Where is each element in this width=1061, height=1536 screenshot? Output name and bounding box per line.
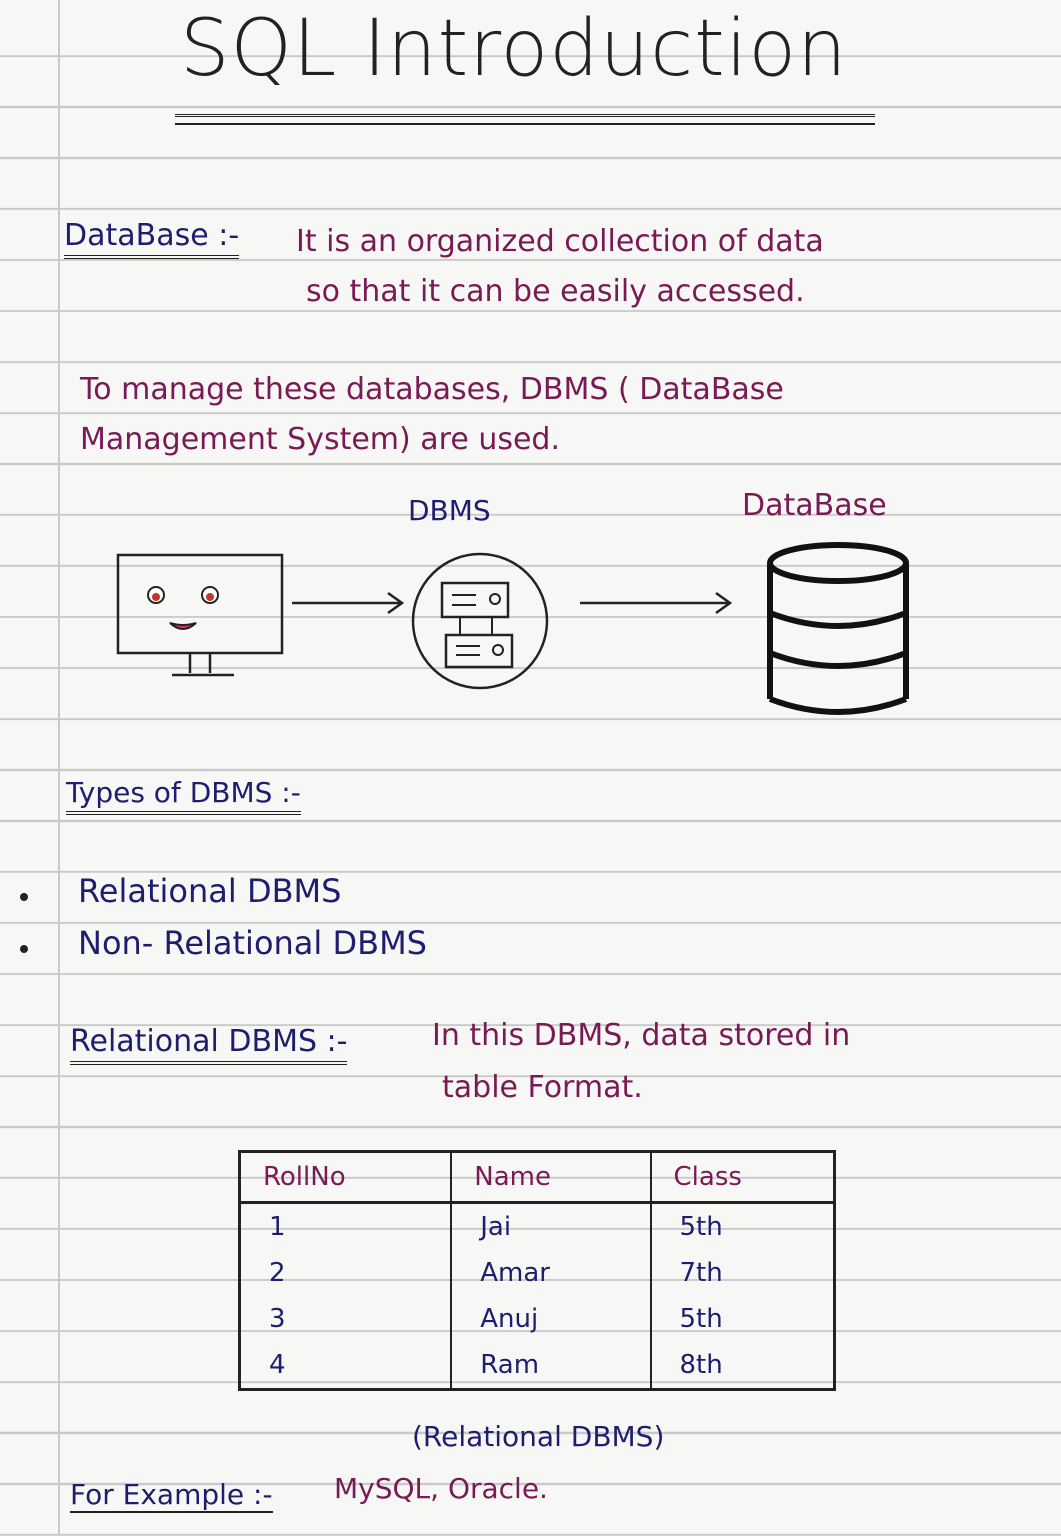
list-item: Relational DBMS (78, 872, 342, 910)
bullet-icon (20, 945, 28, 953)
example-value: MySQL, Oracle. (334, 1472, 548, 1505)
database-label: DataBase (742, 488, 887, 523)
table-cell: 5th (679, 1304, 723, 1334)
table-cell: Anuj (451, 1296, 650, 1342)
relational-def-line1: In this DBMS, data stored in (432, 1018, 851, 1053)
table-cell: 7th (679, 1258, 723, 1288)
database-def-line2: so that it can be easily accessed. (306, 274, 805, 309)
arrow-right-icon (580, 593, 730, 613)
table-header-name: Name (451, 1152, 650, 1203)
table-cell: 5th (679, 1212, 723, 1242)
bullet-icon (20, 893, 28, 901)
list-item: Non- Relational DBMS (78, 924, 427, 962)
title-underline (175, 114, 875, 125)
relational-def-line2: table Format. (442, 1070, 643, 1105)
table-row (240, 1296, 835, 1342)
table-cell: Ram (451, 1342, 650, 1390)
arrow-right-icon (292, 593, 402, 613)
table-cell: 8th (679, 1350, 723, 1380)
example-label: For Example :- (70, 1478, 273, 1511)
relational-table (238, 1150, 836, 1391)
manage-text-line1: To manage these databases, DBMS ( DataBase (80, 372, 784, 407)
margin-line (58, 0, 60, 1536)
table-cell: 1 (240, 1203, 452, 1251)
table-row (240, 1342, 835, 1390)
types-heading: Types of DBMS :- (66, 776, 301, 815)
dbms-label: DBMS (408, 494, 491, 527)
database-icon (770, 545, 906, 712)
table-cell: 4 (240, 1342, 452, 1390)
dbms-diagram (100, 535, 930, 725)
monitor-icon (118, 555, 282, 675)
table-caption: (Relational DBMS) (412, 1420, 665, 1453)
table-cell: Amar (451, 1250, 650, 1296)
table-header-row (240, 1152, 835, 1203)
table-cell: 3 (240, 1296, 452, 1342)
table-row (240, 1250, 835, 1296)
page-title: SQL Introduction (180, 4, 848, 94)
table-header-rollno: RollNo (240, 1152, 452, 1203)
relational-term: Relational DBMS :- (70, 1024, 347, 1065)
database-term: DataBase :- (64, 218, 239, 259)
database-def-line1: It is an organized collection of data (296, 224, 824, 259)
manage-text-line2: Management System) are used. (80, 422, 560, 457)
table-cell: Jai (451, 1203, 650, 1251)
table-header-class: Class (651, 1152, 835, 1203)
table-row (240, 1203, 835, 1251)
server-icon (413, 554, 547, 688)
table-cell: 2 (240, 1250, 452, 1296)
